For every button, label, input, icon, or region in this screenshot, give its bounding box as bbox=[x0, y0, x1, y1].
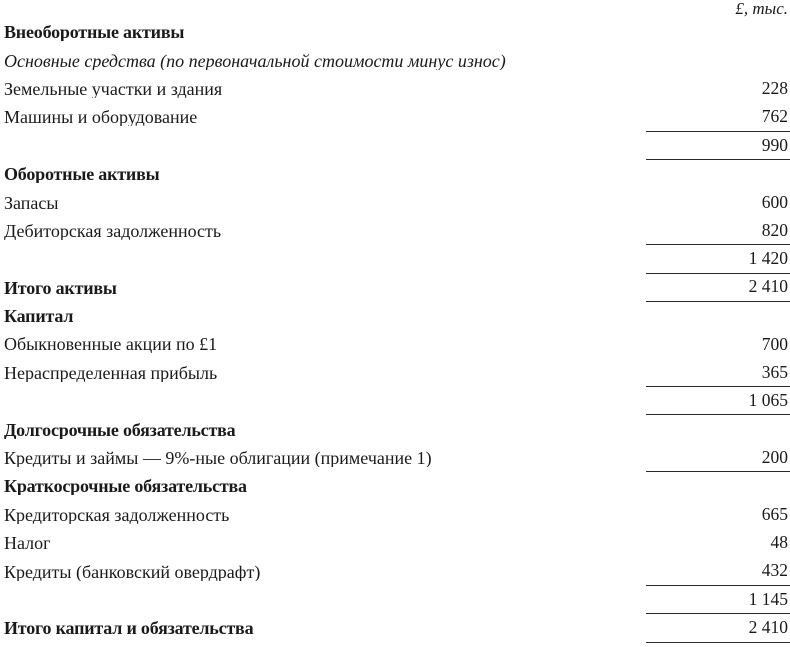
row-amount: 820 bbox=[646, 217, 790, 245]
row-amount bbox=[646, 160, 790, 188]
section-heading: Итого капитал и обязательства bbox=[4, 619, 254, 638]
row-amount: 2 410 bbox=[646, 614, 790, 642]
table-row bbox=[0, 529, 790, 557]
table-row bbox=[0, 415, 790, 443]
table-row bbox=[0, 387, 790, 415]
table-row bbox=[0, 330, 790, 358]
sub-heading: Основные средства (по первоначальной стоимости минус износ) bbox=[4, 51, 506, 70]
row-label: Обыкновенные акции по £1 bbox=[4, 335, 218, 354]
row-amount: 1 145 bbox=[646, 586, 790, 614]
table-row bbox=[0, 302, 790, 330]
row-label: Машины и оборудование bbox=[4, 108, 198, 127]
section-heading: Капитал bbox=[4, 307, 74, 326]
row-amount: 228 bbox=[761, 78, 788, 99]
table-row bbox=[0, 75, 790, 103]
row-label: Земельные участки и здания bbox=[4, 79, 223, 98]
table-row bbox=[0, 46, 790, 74]
row-label: Кредиторская задолженность bbox=[4, 505, 230, 524]
row-amount bbox=[646, 18, 790, 46]
row-label: Нераспределенная прибыль bbox=[4, 363, 218, 382]
balance-sheet-rows bbox=[0, 18, 790, 643]
table-row bbox=[0, 444, 790, 472]
row-amount: 700 bbox=[761, 333, 788, 354]
table-row bbox=[0, 472, 790, 500]
table-row bbox=[0, 614, 790, 642]
table-row bbox=[0, 188, 790, 216]
row-amount: 365 bbox=[646, 359, 790, 387]
row-label: Кредиты и займы — 9%-ные облигации (примечание 1) bbox=[4, 449, 432, 468]
row-label: Запасы bbox=[4, 193, 59, 212]
row-amount: 990 bbox=[646, 132, 790, 160]
table-row bbox=[0, 217, 790, 245]
table-row bbox=[0, 160, 790, 188]
table-row bbox=[0, 359, 790, 387]
row-amount: 200 bbox=[646, 444, 790, 472]
row-amount: 665 bbox=[761, 504, 788, 525]
row-amount: 432 bbox=[646, 557, 790, 585]
row-amount bbox=[646, 472, 790, 500]
row-amount: 762 bbox=[646, 103, 790, 131]
row-amount: 2 410 bbox=[646, 274, 790, 302]
table-row bbox=[0, 132, 790, 160]
section-heading: Итого активы bbox=[4, 278, 117, 297]
row-amount bbox=[646, 46, 790, 74]
row-amount: 1 420 bbox=[646, 245, 790, 273]
row-amount: 1 065 bbox=[646, 387, 790, 415]
section-heading: Оборотные активы bbox=[4, 165, 160, 184]
row-label: Кредиты (банковский овердрафт) bbox=[4, 562, 261, 581]
table-row bbox=[0, 18, 790, 46]
row-amount bbox=[646, 415, 790, 443]
table-row bbox=[0, 103, 790, 131]
section-heading: Краткосрочные обязательства bbox=[4, 477, 247, 496]
row-label: Налог bbox=[4, 534, 51, 553]
row-amount bbox=[646, 302, 790, 330]
section-heading: Долгосрочные обязательства bbox=[4, 420, 236, 439]
currency-unit-label: £, тыс. bbox=[735, 0, 788, 18]
table-row bbox=[0, 557, 790, 585]
unit-header-row bbox=[0, 0, 790, 18]
section-heading: Внеоборотные активы bbox=[4, 23, 185, 42]
table-row bbox=[0, 501, 790, 529]
row-amount: 600 bbox=[761, 191, 788, 212]
table-row bbox=[0, 274, 790, 302]
row-label: Дебиторская задолженность bbox=[4, 221, 222, 240]
table-row bbox=[0, 586, 790, 614]
row-amount: 48 bbox=[770, 532, 788, 553]
table-row bbox=[0, 245, 790, 273]
